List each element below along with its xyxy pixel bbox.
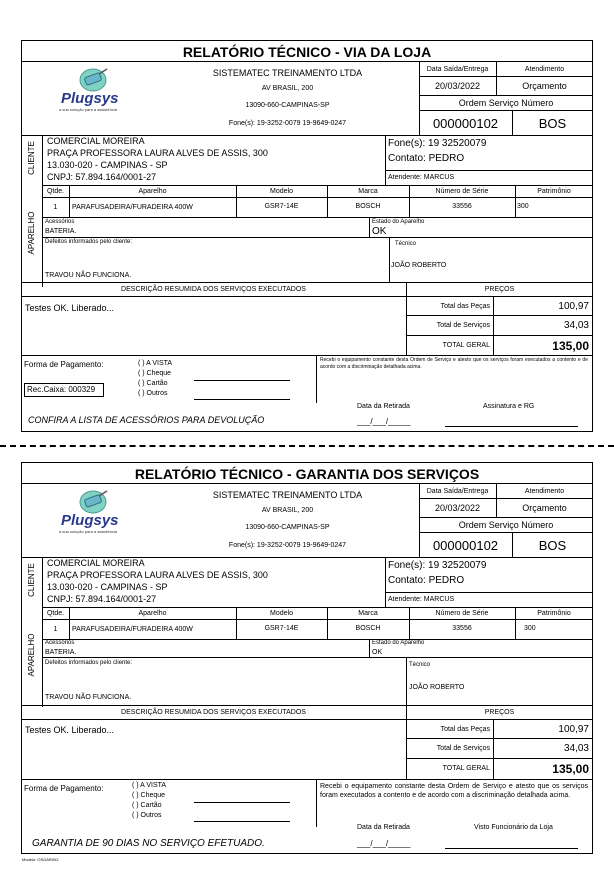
cell-patrimonio: 300 [517, 203, 529, 210]
cell-modelo: GSR7-14E [264, 203, 299, 210]
service-description: Testes OK. Liberado... [25, 725, 115, 735]
client-city: 13.030-020 - CAMPINAS - SP [47, 582, 168, 592]
col-qtde: Qtde. [46, 188, 65, 195]
label-atendimento: Atendimento [524, 488, 565, 495]
report-copy-store [0, 0, 614, 440]
col-patrimonio: Patrimônio [537, 188, 571, 195]
label-estado: Estado do Aparelho [372, 640, 425, 646]
client-cnpj: CNPJ: 57.894.164/0001-27 [47, 594, 157, 604]
cell-serie: 33556 [452, 625, 472, 632]
label-precos: PREÇOS [484, 286, 515, 293]
company-address: AV BRASIL, 200 [261, 85, 314, 92]
col-aparelho: Aparelho [138, 610, 167, 617]
cell-aparelho: PARAFUSADEIRA/FURADEIRA 400W [72, 204, 193, 211]
section-cliente: CLIENTE [27, 141, 36, 175]
label-signature: Assinatura e RG [483, 403, 535, 410]
plugsys-logo [55, 66, 135, 114]
date-blank: ___/___/_____ [357, 417, 411, 426]
label-tecnico: Técnico [409, 662, 431, 668]
acessorios-value: BATERIA. [45, 649, 77, 656]
logo-tagline: a sua solução para a assistência [59, 529, 118, 534]
label-total-servicos: Total de Serviços [436, 322, 490, 329]
estado-value: OK [372, 649, 383, 656]
label-descricao: DESCRIÇÃO RESUMIDA DOS SERVIÇOS EXECUTADOS [121, 709, 306, 716]
label-total-geral: TOTAL GERAL [442, 765, 490, 772]
declaration-text: Recebi o equipamento constante desta Ordem de Serviço e atesto que os serviços foram executados a contento e de acordo com a discriminação detalhada acima. [320, 357, 588, 370]
company-name: SISTEMATEC TREINAMENTO LTDA [212, 490, 363, 500]
pay-option-avista[interactable]: ( ) A VISTA [132, 782, 167, 789]
pay-option-cheque[interactable]: ( ) Cheque [132, 792, 166, 799]
label-total-geral: TOTAL GERAL [442, 342, 490, 349]
label-total-pecas: Total das Peças [440, 726, 490, 733]
logo-tagline: a sua solução para a assistência [59, 107, 118, 112]
total-servicos-value: 34,03 [563, 320, 589, 331]
pay-option-outros[interactable]: ( ) Outros [132, 812, 162, 819]
total-pecas-value: 100,97 [558, 301, 589, 312]
tecnico-value: JOÃO ROBERTO [409, 684, 465, 691]
col-qtde: Qtde. [46, 610, 65, 617]
client-phone: Fone(s): 19 32520079 [388, 560, 487, 571]
client-cnpj: CNPJ: 57.894.164/0001-27 [47, 172, 157, 182]
cell-aparelho: PARAFUSADEIRA/FURADEIRA 400W [72, 626, 193, 633]
label-estado: Estado do Aparelho [372, 219, 425, 225]
label-forma-pagamento: Forma de Pagamento: [24, 360, 104, 369]
declaration-text: Recebi o equipamento constante desta Ordem de Serviço e atesto que os serviços foram executados a contento e de acordo com a discriminação detalhada acima. [320, 783, 588, 800]
label-ordem: Ordem Serviço Número [458, 98, 554, 108]
tecnico-value: JOÃO ROBERTO [391, 262, 447, 269]
total-geral-value: 135,00 [552, 762, 589, 776]
acessorios-value: BATERIA. [45, 228, 77, 235]
defeito-value: TRAVOU NÃO FUNCIONA. [45, 694, 132, 701]
total-pecas-value: 100,97 [558, 724, 589, 735]
label-total-servicos: Total de Serviços [436, 745, 490, 752]
footer-note: CONFIRA A LISTA DE ACESSÓRIOS PARA DEVOLUÇÃO [28, 415, 265, 425]
atendimento-value: Orçamento [522, 503, 567, 513]
logo-text: Plugsys [61, 90, 119, 107]
col-patrimonio: Patrimônio [537, 610, 571, 617]
footer-note: GARANTIA DE 90 DIAS NO SERVIÇO EFETUADO. [32, 838, 265, 849]
client-address: PRAÇA PROFESSORA LAURA ALVES DE ASSIS, 300 [47, 148, 268, 158]
label-descricao: DESCRIÇÃO RESUMIDA DOS SERVIÇOS EXECUTADOS [121, 286, 306, 293]
cell-serie: 33556 [452, 203, 472, 210]
cell-marca: BOSCH [355, 625, 381, 632]
date-value: 20/03/2022 [434, 503, 481, 513]
date-blank: ___/___/_____ [357, 839, 411, 848]
section-aparelho: APARELHO [27, 211, 36, 255]
label-data-saida: Data Saída/Entrega [426, 488, 489, 495]
estado-value: OK [372, 226, 387, 237]
label-data-retirada: Data da Retirada [357, 403, 410, 410]
attendant: Atendente: MARCUS [388, 174, 455, 181]
service-description: Testes OK. Liberado... [25, 303, 115, 313]
os-number: 000000102 [432, 116, 499, 131]
report-copy-warranty [0, 462, 614, 883]
company-cep: 13090-660-CAMPINAS-SP [245, 524, 330, 531]
client-phone: Fone(s): 19 32520079 [388, 138, 487, 149]
section-aparelho: APARELHO [27, 633, 36, 677]
pay-option-outros[interactable]: ( ) Outros [138, 390, 168, 397]
company-name: SISTEMATEC TREINAMENTO LTDA [212, 68, 363, 78]
col-marca: Marca [358, 610, 378, 617]
col-serie: Número de Série [435, 610, 489, 617]
os-number: 000000102 [432, 538, 499, 553]
label-precos: PREÇOS [484, 709, 515, 716]
rec-caixa-value: Rec.Caixa: 000329 [27, 385, 96, 394]
company-phones: Fone(s): 19-3252-0079 19-9649-0247 [228, 542, 347, 549]
client-address: PRAÇA PROFESSORA LAURA ALVES DE ASSIS, 300 [47, 570, 268, 580]
company-cep: 13090-660-CAMPINAS-SP [245, 102, 330, 109]
col-serie: Número de Série [435, 188, 489, 195]
pay-option-cartao[interactable]: ( ) Cartão [138, 380, 168, 387]
cut-line [0, 445, 614, 447]
pay-option-cheque[interactable]: ( ) Cheque [138, 370, 172, 377]
pay-option-cartao[interactable]: ( ) Cartão [132, 802, 162, 809]
client-contact: Contato: PEDRO [388, 575, 465, 586]
total-servicos-value: 34,03 [563, 743, 589, 754]
label-ordem: Ordem Serviço Número [458, 520, 554, 530]
label-atendimento: Atendimento [524, 66, 565, 73]
attendant: Atendente: MARCUS [388, 596, 455, 603]
cell-qtde: 1 [53, 626, 58, 633]
os-code: BOS [538, 116, 567, 131]
col-marca: Marca [358, 188, 378, 195]
date-value: 20/03/2022 [434, 81, 481, 91]
os-code: BOS [538, 538, 567, 553]
col-modelo: Modelo [270, 610, 293, 617]
label-data-retirada: Data da Retirada [357, 824, 410, 831]
client-city: 13.030-020 - CAMPINAS - SP [47, 160, 168, 170]
cell-marca: BOSCH [355, 203, 381, 210]
company-phones: Fone(s): 19-3252-0079 19-9649-0247 [228, 120, 347, 127]
model-code: Modelo: OSGAR002 [22, 857, 59, 862]
atendimento-value: Orçamento [522, 81, 567, 91]
section-cliente: CLIENTE [27, 563, 36, 597]
label-acessorios: Acessórios [45, 640, 75, 646]
plugsys-logo [55, 488, 135, 536]
label-defeitos: Defeitos informados pelo cliente: [45, 660, 133, 666]
client-name: COMERCIAL MOREIRA [47, 136, 145, 146]
cell-qtde: 1 [53, 204, 58, 211]
report-title: RELATÓRIO TÉCNICO - GARANTIA DOS SERVIÇOS [134, 466, 480, 482]
col-modelo: Modelo [270, 188, 293, 195]
company-address: AV BRASIL, 200 [261, 507, 314, 514]
cell-modelo: GSR7-14E [264, 625, 299, 632]
label-total-pecas: Total das Peças [440, 303, 490, 310]
logo-text: Plugsys [61, 512, 119, 529]
defeito-value: TRAVOU NÃO FUNCIONA. [45, 272, 132, 279]
label-data-saida: Data Saída/Entrega [426, 66, 489, 73]
col-aparelho: Aparelho [138, 188, 167, 195]
label-defeitos: Defeitos informados pelo cliente: [45, 239, 133, 245]
client-name: COMERCIAL MOREIRA [47, 558, 145, 568]
label-forma-pagamento: Forma de Pagamento: [24, 784, 104, 793]
client-contact: Contato: PEDRO [388, 153, 465, 164]
pay-option-avista[interactable]: ( ) A VISTA [138, 360, 173, 367]
label-tecnico: Técnico [395, 241, 417, 247]
report-title: RELATÓRIO TÉCNICO - VIA DA LOJA [182, 44, 432, 60]
cell-patrimonio: 300 [524, 625, 536, 632]
total-geral-value: 135,00 [552, 339, 589, 353]
label-signature: Visto Funcionário da Loja [474, 824, 553, 831]
label-acessorios: Acessórios [45, 219, 75, 225]
